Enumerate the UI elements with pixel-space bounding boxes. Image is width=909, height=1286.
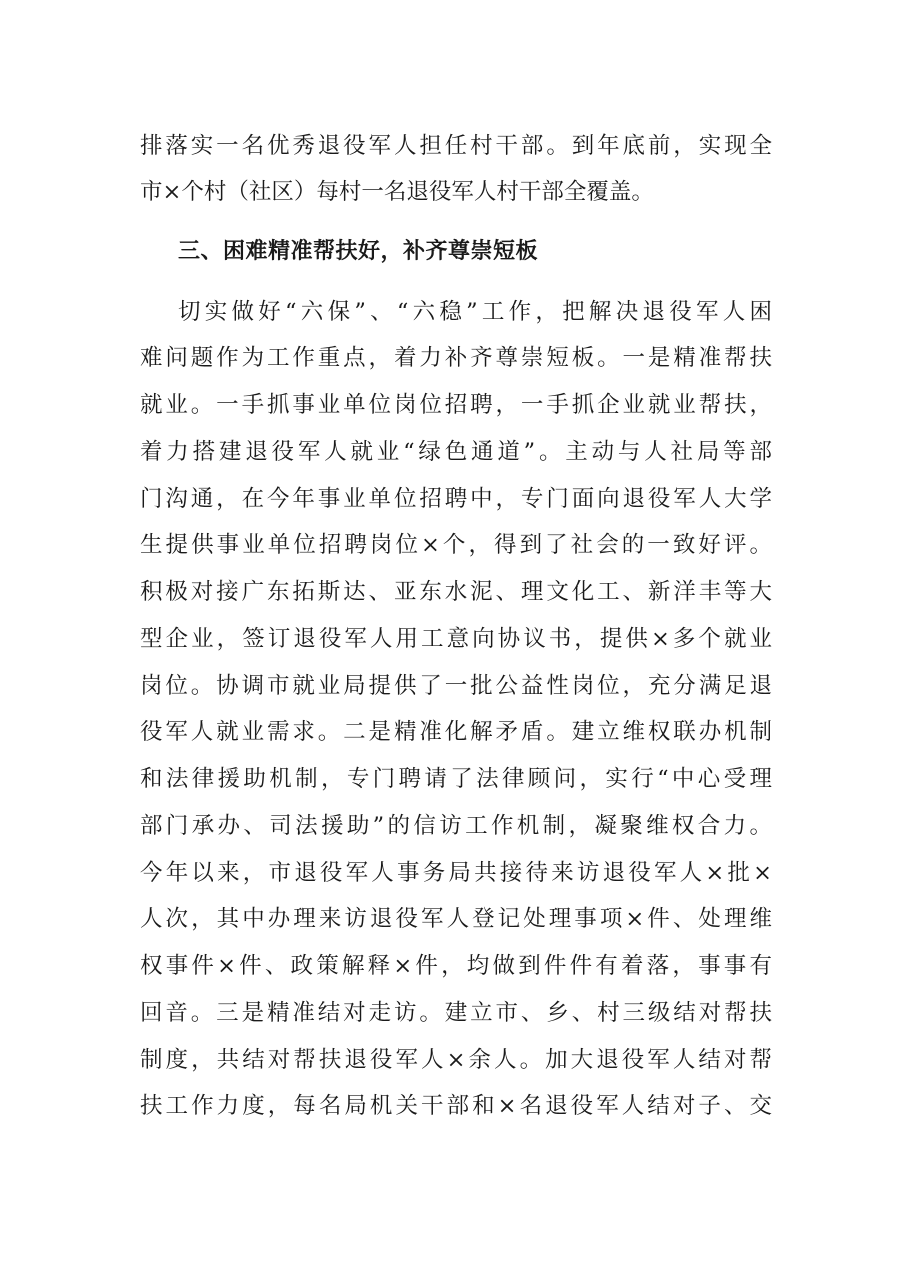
paragraph-line: 扶工作力度，每名局机关干部和×名退役军人结对子、交 xyxy=(140,1093,772,1119)
paragraph-line: 生提供事业单位招聘岗位×个，得到了社会的一致好评。 xyxy=(140,532,772,558)
paragraph-line: 门沟通，在今年事业单位招聘中，专门面向退役军人大学 xyxy=(140,486,772,512)
paragraph-line: 役军人就业需求。二是精准化解矛盾。建立维权联办机制 xyxy=(140,719,772,745)
paragraph-line: 和法律援助机制，专门聘请了法律顾问，实行“中心受理 xyxy=(140,766,772,792)
paragraph-line: 岗位。协调市就业局提供了一批公益性岗位，充分满足退 xyxy=(140,673,772,699)
paragraph-line: 人次，其中办理来访退役军人登记处理事项×件、处理维 xyxy=(140,906,772,932)
paragraph-line: 制度，共结对帮扶退役军人×余人。加大退役军人结对帮 xyxy=(140,1047,772,1073)
paragraph-line: 积极对接广东拓斯达、亚东水泥、理文化工、新洋丰等大 xyxy=(140,579,772,605)
paragraph-line: 排落实一名优秀退役军人担任村干部。到年底前，实现全 xyxy=(140,133,772,159)
paragraph-line: 型企业，签订退役军人用工意向协议书，提供×多个就业 xyxy=(140,626,772,652)
paragraph-line: 今年以来，市退役军人事务局共接待来访退役军人×批× xyxy=(140,860,772,886)
paragraph-line: 切实做好“六保”、“六稳”工作，把解决退役军人困 xyxy=(178,299,772,325)
paragraph-line: 市×个村（社区）每村一名退役军人村干部全覆盖。 xyxy=(140,179,654,205)
paragraph-line: 回音。三是精准结对走访。建立市、乡、村三级结对帮扶 xyxy=(140,1000,772,1026)
paragraph-line: 权事件×件、政策解释×件，均做到件件有着落，事事有 xyxy=(140,953,772,979)
paragraph-line: 难问题作为工作重点，着力补齐尊崇短板。一是精准帮扶 xyxy=(140,345,772,371)
paragraph-line: 着力搭建退役军人就业“绿色通道”。主动与人社局等部 xyxy=(140,439,772,465)
paragraph-line: 部门承办、司法援助”的信访工作机制，凝聚维权合力。 xyxy=(140,813,772,839)
paragraph-line: 就业。一手抓事业单位岗位招聘，一手抓企业就业帮扶， xyxy=(140,392,772,418)
section-heading: 三、困难精准帮扶好，补齐尊崇短板 xyxy=(178,239,539,264)
